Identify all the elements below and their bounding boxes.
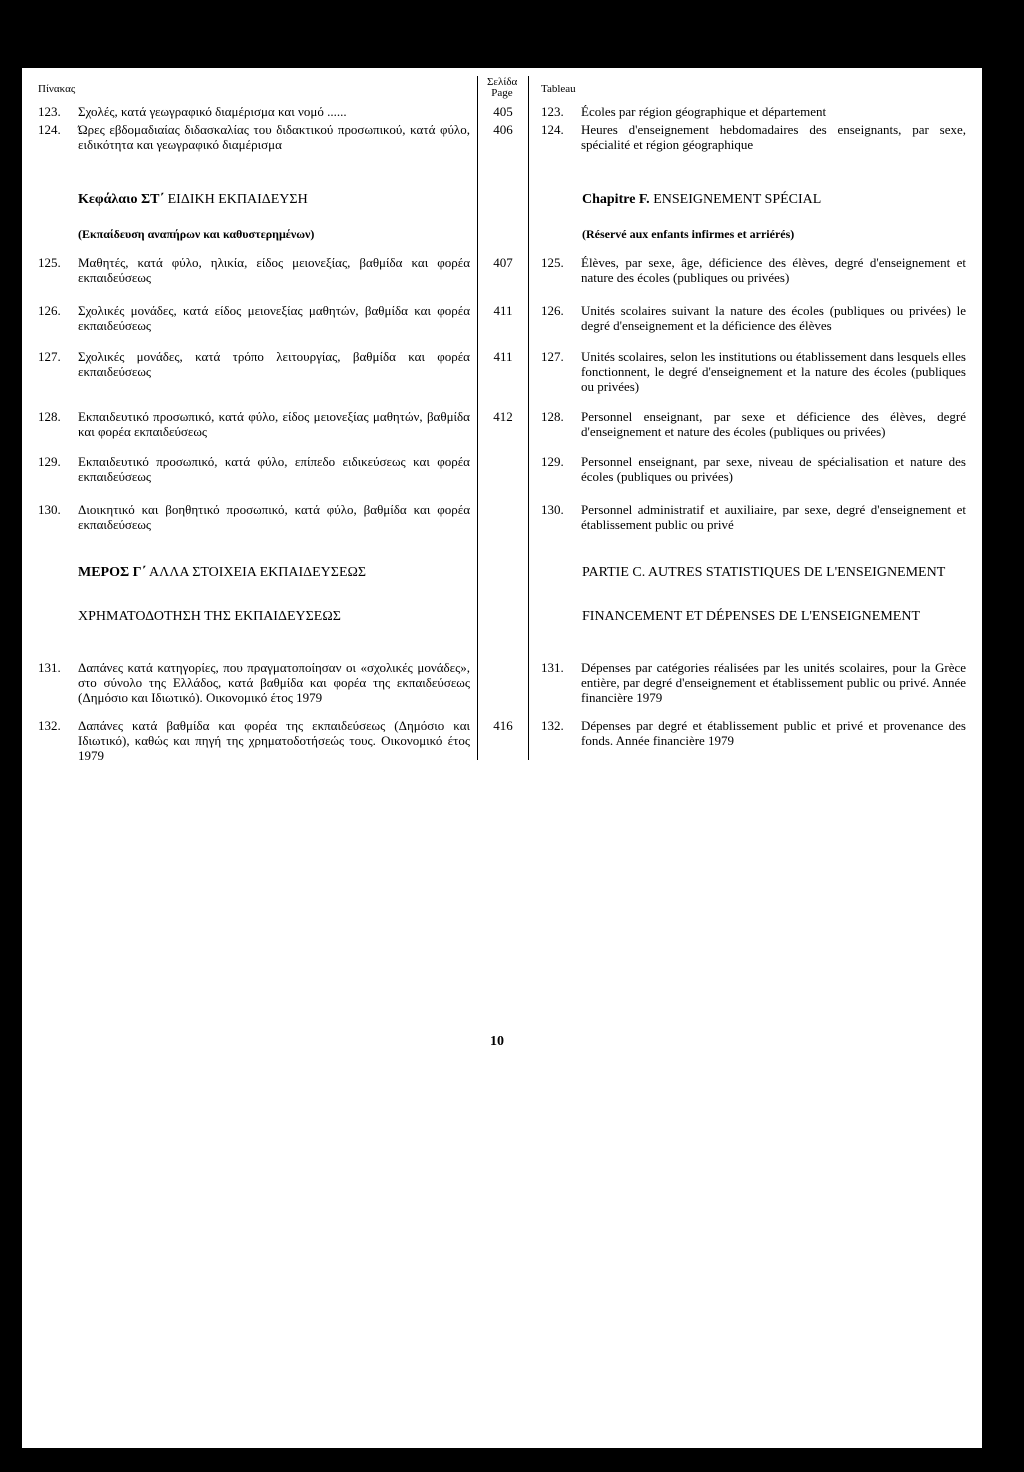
gr-row-125: 125. Μαθητές, κατά φύλο, ηλικία, είδος μειονεξίας, βαθμίδα και φορέα εκπαιδεύσεως [38,255,470,285]
page-number: 10 [490,1034,504,1049]
fr-row-127: 127. Unités scolaires, selon les institutions ou établissement dans lesquels elles fonctionnent, le degré d'enseignement et la nature des écoles (publiques ou privées) [541,349,966,394]
gr-row-127: 127. Σχολικές μονάδες, κατά τρόπο λειτουργίας, βαθμίδα και φορέα εκπαιδεύσεως [38,349,470,379]
gr-row-124: 124. Ώρες εβδομαδιαίας διδασκαλίας του διδακτικού προσωπικού, κατά φύλο, ειδικότητα και γεωγραφικό διαμέρισμα [38,122,470,152]
page-num-128: 412 [493,409,513,424]
fr-row-132: 132. Dépenses par degré et établissement public et privé et provenance des fonds. Année financière 1979 [541,718,966,748]
gr-row-132: 132. Δαπάνες κατά βαθμίδα και φορέα της εκπαιδεύσεως (Δημόσιο και Ιδιωτικό), καθώς και πηγή της χρηματοδοτήσεώς τους. Οικονομικό έτος 1979 [38,718,470,763]
page-num-126: 411 [493,303,513,318]
fr-row-130: 130. Personnel administratif et auxiliaire, par sexe, degré d'enseignement et établissement public ou privé [541,502,966,532]
divider-right [528,76,529,760]
gr-table-label: Πίνακας [38,83,76,95]
chapter-title-gr: Κεφάλαιο ΣΤ΄ ΕΙΔΙΚΗ ΕΚΠΑΙΔΕΥΣΗ [78,192,308,207]
part-subtitle-fr: FINANCEMENT ET DÉPENSES DE L'ENSEIGNEMENT [582,609,920,624]
page-num-125: 407 [493,255,513,270]
gr-row-130: 130. Διοικητικό και βοηθητικό προσωπικό, κατά φύλο, βαθμίδα και φορέα εκπαιδεύσεως [38,502,470,532]
page-num-132: 416 [493,718,513,733]
gr-row-131: 131. Δαπάνες κατά κατηγορίες, που πραγματοποίησαν οι «σχολικές μονάδες», στο σύνολο της Ελλάδος, κατά βαθμίδα και φορέα της εκπαιδεύσεως (Δημόσιο και Ιδιωτικό). Οικονομικό έτος 1979 [38,660,470,705]
gr-row-128: 128. Εκπαιδευτικό προσωπικό, κατά φύλο, είδος μειονεξίας μαθητών, βαθμίδα και φορέα εκπαιδεύσεως [38,409,470,439]
fr-row-123: 123. Écoles par région géographique et département [541,104,827,119]
page-num-124: 406 [493,122,513,137]
page-label-fr: Page [491,87,513,99]
fr-row-125: 125. Élèves, par sexe, âge, déficience des élèves, degré d'enseignement et nature des écoles (publiques ou privées) [541,255,966,285]
fr-row-124: 124. Heures d'enseignement hebdomadaires des enseignants, par sexe, spécialité et région géographique [541,122,966,152]
fr-row-129: 129. Personnel enseignant, par sexe, niveau de spécialisation et nature des écoles (publiques ou privées) [541,454,966,484]
chapter-subtitle-fr: (Réservé aux enfants infirmes et arriérés) [582,227,795,241]
fr-row-128: 128. Personnel enseignant, par sexe et déficience des élèves, degré d'enseignement et nature des écoles (publiques ou privées) [541,409,966,439]
page-num-127: 411 [493,349,513,364]
page-label-gr: Σελίδα [487,76,518,88]
divider-left [477,76,478,760]
gr-row-126: 126. Σχολικές μονάδες, κατά είδος μειονεξίας μαθητών, βαθμίδα και φορέα εκπαιδεύσεως [38,303,470,333]
part-title-gr: ΜΕΡΟΣ Γ΄ ΑΛΛΑ ΣΤΟΙΧΕΙΑ ΕΚΠΑΙΔΕΥΣΕΩΣ [78,565,367,580]
fr-table-label: Tableau [541,83,576,95]
page-num-123: 405 [493,104,513,119]
fr-row-131: 131. Dépenses par catégories réalisées par les unités scolaires, pour la Grèce entière, par degré d'enseignement et établissement public ou privé. Année financière 1979 [541,660,966,705]
part-title-fr: PARTIE C. AUTRES STATISTIQUES DE L'ENSEIGNEMENT [582,565,946,580]
chapter-subtitle-gr: (Εκπαίδευση αναπήρων και καθυστερημένων) [78,227,315,241]
fr-row-126: 126. Unités scolaires suivant la nature des écoles (publiques ou privées) le degré d'enseignement et la déficience des élèves [541,303,966,333]
part-subtitle-gr: ΧΡΗΜΑΤΟΔΟΤΗΣΗ ΤΗΣ ΕΚΠΑΙΔΕΥΣΕΩΣ [78,609,341,624]
gr-row-129: 129. Εκπαιδευτικό προσωπικό, κατά φύλο, επίπεδο ειδικεύσεως και φορέα εκπαιδεύσεως [38,454,470,484]
gr-row-123: 123. Σχολές, κατά γεωγραφικό διαμέρισμα και νομό ...... [38,104,347,119]
chapter-title-fr: Chapitre F. ENSEIGNEMENT SPÉCIAL [582,192,822,207]
